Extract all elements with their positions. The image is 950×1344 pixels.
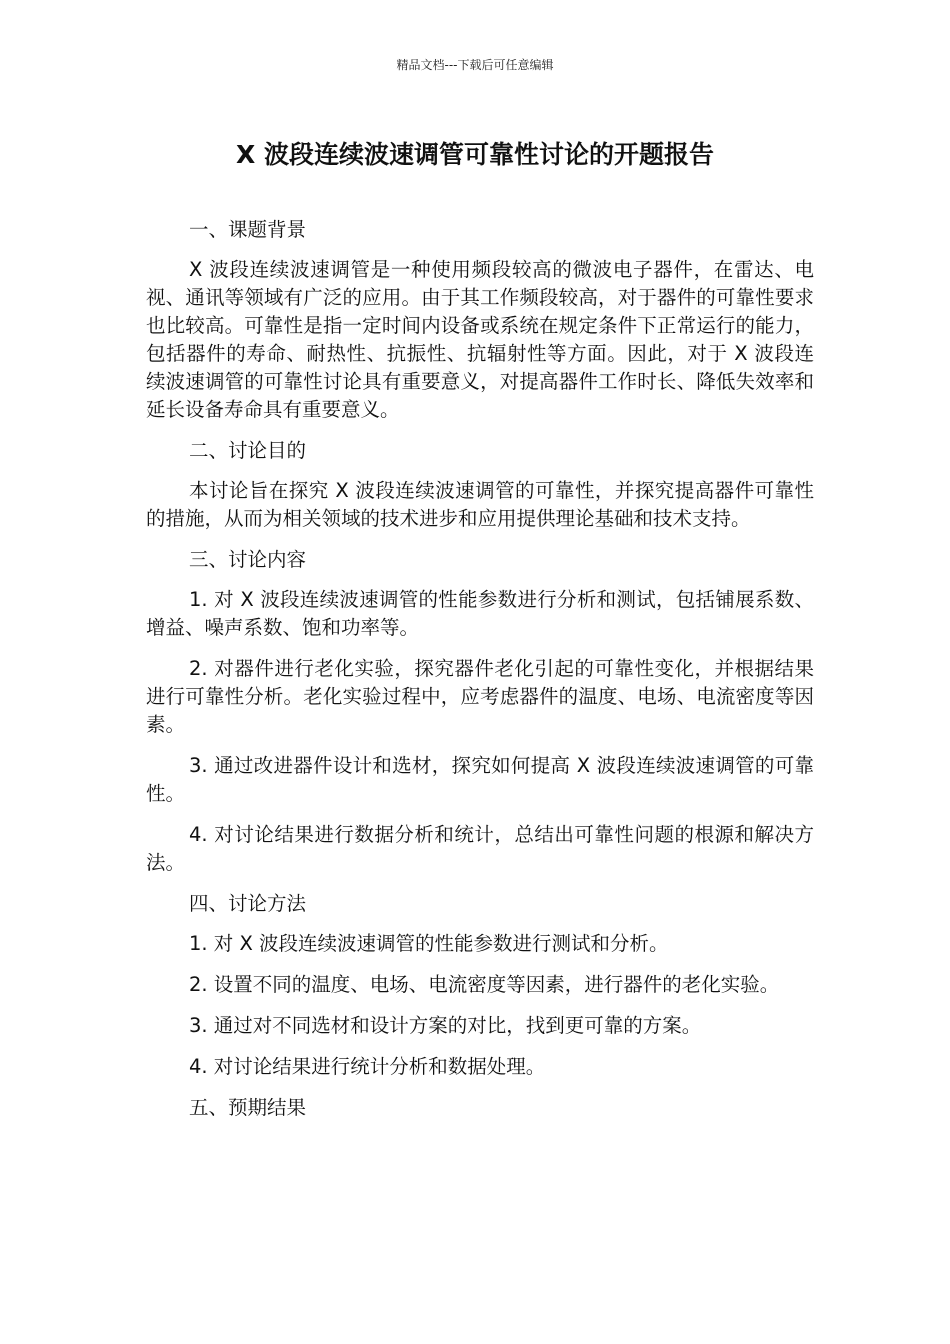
content-item-2: 2. 对器件进行老化实验，探究器件老化引起的可靠性变化，并根据结果进行可靠性分析。老化实验过程中，应考虑器件的温度、电场、电流密度等因素。: [146, 657, 814, 736]
document-title: X 波段连续波速调管可靠性讨论的开题报告: [236, 140, 714, 169]
document-body: [146, 216, 814, 1134]
section-heading-expected-results: 五、预期结果: [189, 1096, 307, 1119]
content-item-4: 4. 对讨论结果进行数据分析和统计，总结出可靠性问题的根源和解决方法。: [146, 823, 814, 874]
section-heading-background: 一、课题背景: [189, 218, 307, 241]
method-item-1: 1. 对 X 波段连续波速调管的性能参数进行测试和分析。: [189, 932, 669, 955]
method-item-3: 3. 通过对不同选材和设计方案的对比，找到更可靠的方案。: [189, 1014, 702, 1037]
method-item-2: 2. 设置不同的温度、电场、电流密度等因素，进行器件的老化实验。: [189, 973, 780, 996]
paragraph-purpose: 本讨论旨在探究 X 波段连续波速调管的可靠性，并探究提高器件可靠性的措施，从而为相关领域的技术进步和应用提供理论基础和技术支持。: [146, 479, 814, 530]
paragraph-background: X 波段连续波速调管是一种使用频段较高的微波电子器件，在雷达、电视、通讯等领域有广泛的应用。由于其工作频段较高，对于器件的可靠性要求也比较高。可靠性是指一定时间内设备或系统在规定条件下正常运行的能力，包括器件的寿命、耐热性、抗振性、抗辐射性等方面。因此，对于 X 波段连续波速调管的可靠性讨论具有重要意义，对提高器件工作时长、降低失效率和延长设备寿命具有重要意义。: [146, 258, 814, 421]
section-heading-content: 三、讨论内容: [189, 548, 307, 571]
page-header: 精品文档---下载后可任意编辑: [396, 58, 554, 72]
section-heading-method: 四、讨论方法: [189, 892, 307, 915]
content-item-3: 3. 通过改进器件设计和选材，探究如何提高 X 波段连续波速调管的可靠性。: [146, 754, 814, 805]
method-item-4: 4. 对讨论结果进行统计分析和数据处理。: [189, 1055, 546, 1078]
content-item-1: 1. 对 X 波段连续波速调管的性能参数进行分析和测试，包括铺展系数、增益、噪声系数、饱和功率等。: [146, 588, 814, 639]
section-heading-purpose: 二、讨论目的: [189, 439, 307, 462]
